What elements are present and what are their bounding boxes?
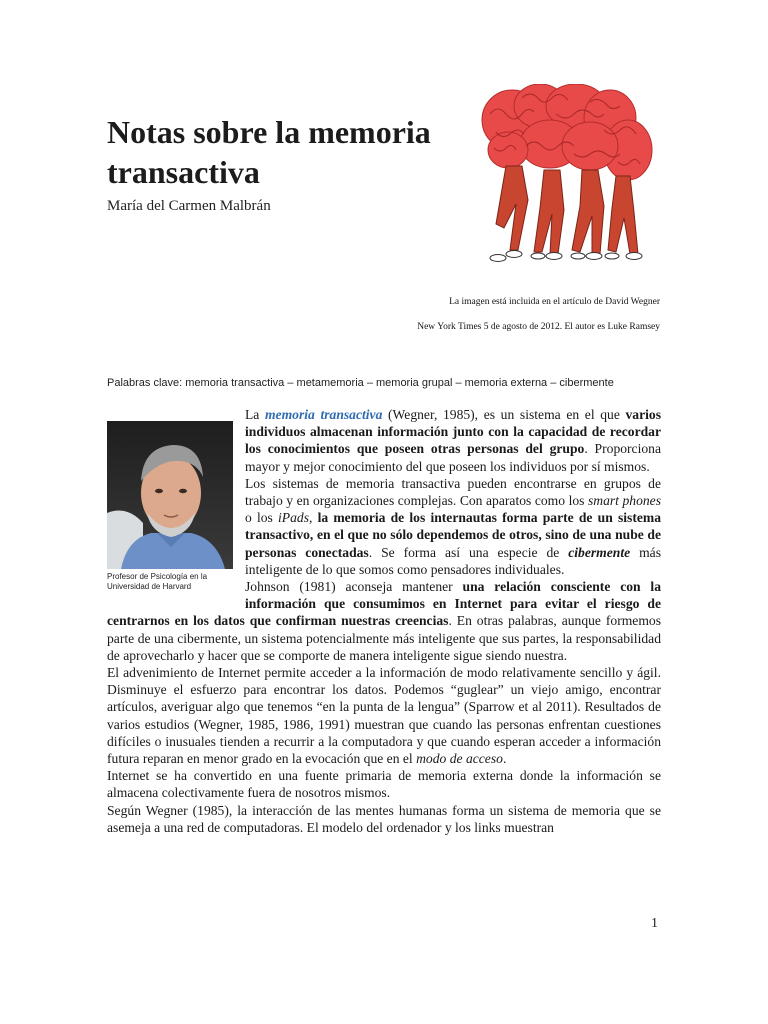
text-run: La bbox=[245, 407, 265, 422]
emphasis: una relación consciente con la información que consumimos en Internet para evitar el riesgo de centrarnos en los datos que confirman nuestras creencias bbox=[107, 579, 661, 629]
text-run: Los sistemas de memoria transactiva pueden encontrarse en grupos de trabajo y en organizaciones complejas. Con aparatos como los bbox=[245, 475, 661, 509]
text-run: , bbox=[309, 510, 318, 526]
text-run: (Wegner, 1985), es un sistema en el que bbox=[382, 407, 626, 422]
article-author: María del Carmen Malbrán bbox=[107, 198, 271, 214]
text-run: Johnson (1981) aconseja mantener bbox=[245, 579, 463, 595]
text-run: . bbox=[502, 751, 507, 767]
emphasis: varios individuos almacenan información junto con la capacidad de recordar los conocimientos que poseen otras personas del grupo bbox=[245, 407, 661, 457]
article-title: Notas sobre la memoria transactiva bbox=[107, 114, 431, 190]
text-run: más inteligente de lo que somos como pensadores individuales. bbox=[245, 544, 661, 577]
text-run: o los bbox=[245, 510, 279, 526]
text-run: . En otras palabras, aunque formemos parte de una cibermente, un sistema potencialmente más inteligente que sus partes, la responsabilidad de aprovecharlo y hacer que se comporte de manera inteligente sigue siendo nuestra. bbox=[107, 613, 661, 663]
page-number: 1 bbox=[651, 916, 658, 931]
illustration-caption bbox=[380, 296, 660, 346]
paragraph-6: Según Wegner (1985), la interacción de las mentes humanas forma un sistema de memoria que se asemeja a una red de computadoras. El modelo del ordenador y los links muestran bbox=[107, 802, 661, 835]
emphasis: la memoria de los internautas forma parte de un sistema transactivo, en el que no sólo dependemos de otros, sino de una nube de personas conectadas bbox=[245, 510, 661, 560]
paragraph-4 bbox=[107, 664, 661, 767]
portrait-caption: Profesor de Psicología en la Universidad de Harvard bbox=[107, 572, 208, 591]
keywords-line: Palabras clave: memoria transactiva – metamemoria – memoria grupal – memoria externa – cibermente bbox=[107, 377, 614, 389]
article-body bbox=[107, 406, 661, 836]
emphasis-italic: modo de acceso bbox=[416, 751, 503, 767]
paragraph-5: Internet se ha convertido en una fuente primaria de memoria externa donde la información se almacena colectivamente fuera de nosotros mismos. bbox=[107, 768, 661, 801]
illustration-caption-line1: La imagen está incluida en el artículo de David Wegner bbox=[449, 297, 660, 307]
text-run: . Se forma así una especie de bbox=[368, 544, 569, 560]
emphasis-bold-italic: cibermente bbox=[568, 544, 631, 560]
text-run: . Proporciona mayor y mejor conocimiento del que poseen los individuos por sí mismos. bbox=[245, 441, 661, 474]
emphasis-italic: smart phones bbox=[587, 493, 661, 509]
emphasis-italic: iPads bbox=[278, 510, 309, 526]
term-memoria-transactiva[interactable]: memoria transactiva bbox=[264, 407, 383, 422]
text-run: El advenimiento de Internet permite acceder a la información de modo relativamente sencillo y ágil. Disminuye el esfuerzo para encontrar los datos. Podemos “guglear” un viejo amigo, encontrar artículos, averiguar algo que tenemos “en la punta de la lengua” (Sparrow et al 2011). Resultados de varios estudios (Wegner, 1985, 1986, 1991) muestran que cuando las personas enfrentan cuestiones difíciles o inusuales tienden a recurrir a la computadora y que cuando esperan acceder a información futura reparan en menor grado en la evocación que en el bbox=[107, 665, 661, 767]
illustration-caption-line2: New York Times 5 de agosto de 2012. El autor es Luke Ramsey bbox=[417, 322, 660, 332]
brain-headed-walkers-illustration bbox=[478, 84, 658, 276]
portrait-float-spacer bbox=[107, 406, 245, 602]
